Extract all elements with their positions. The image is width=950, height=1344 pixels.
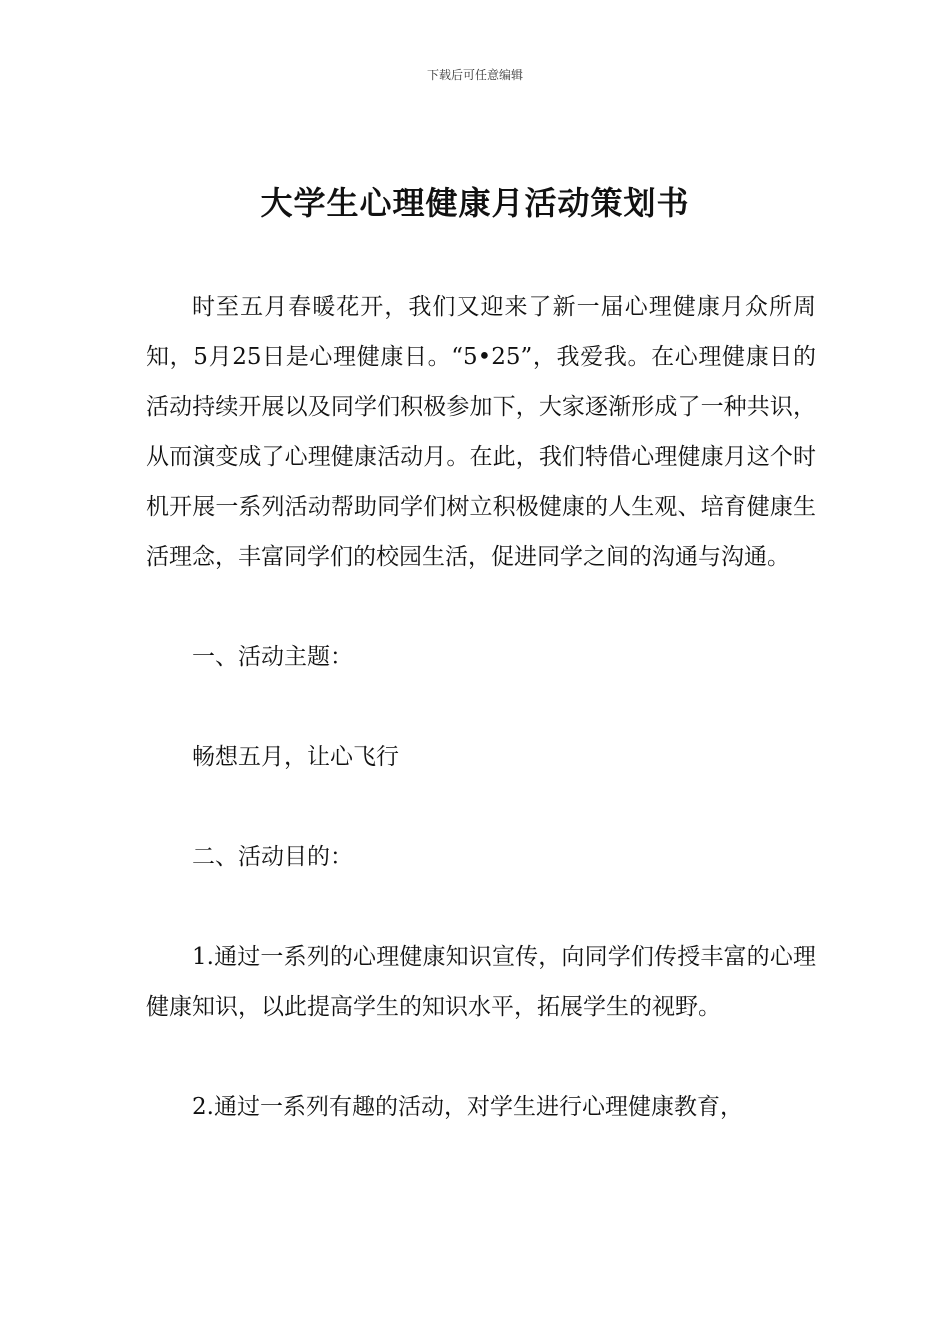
paragraph-spacer xyxy=(146,882,816,932)
document-body xyxy=(146,282,816,1132)
section-1-content: 畅想五月，让心飞行 xyxy=(192,744,399,770)
paragraph-spacer xyxy=(146,682,816,732)
intro-paragraph: 时至五月春暖花开，我们又迎来了新一届心理健康月众所周知，5月25日是心理健康日。“5•25”，我爱我。在心理健康日的活动持续开展以及同学们积极参加下，大家逐渐形成了一种共识，从而演变成了心理健康活动月。在此，我们特借心理健康月这个时机开展一系列活动帮助同学们树立积极健康的人生观、培育健康生活理念，丰富同学们的校园生活，促进同学之间的沟通与沟通。 xyxy=(146,294,816,570)
paragraph-spacer xyxy=(146,582,816,632)
section-2-heading: 二、活动目的： xyxy=(192,844,353,870)
section-1-heading: 一、活动主题： xyxy=(192,644,353,670)
paragraph-spacer xyxy=(146,782,816,832)
goal-2-paragraph: 2.通过一系列有趣的活动，对学生进行心理健康教育， xyxy=(192,1094,743,1120)
document-title: 大学生心理健康月活动策划书 xyxy=(260,184,690,222)
goal-1-paragraph: 1.通过一系列的心理健康知识宣传，向同学们传授丰富的心理健康知识，以此提高学生的知识水平，拓展学生的视野。 xyxy=(146,944,816,1020)
header-note: 下载后可任意编辑 xyxy=(426,68,523,82)
paragraph-spacer xyxy=(146,1032,816,1082)
